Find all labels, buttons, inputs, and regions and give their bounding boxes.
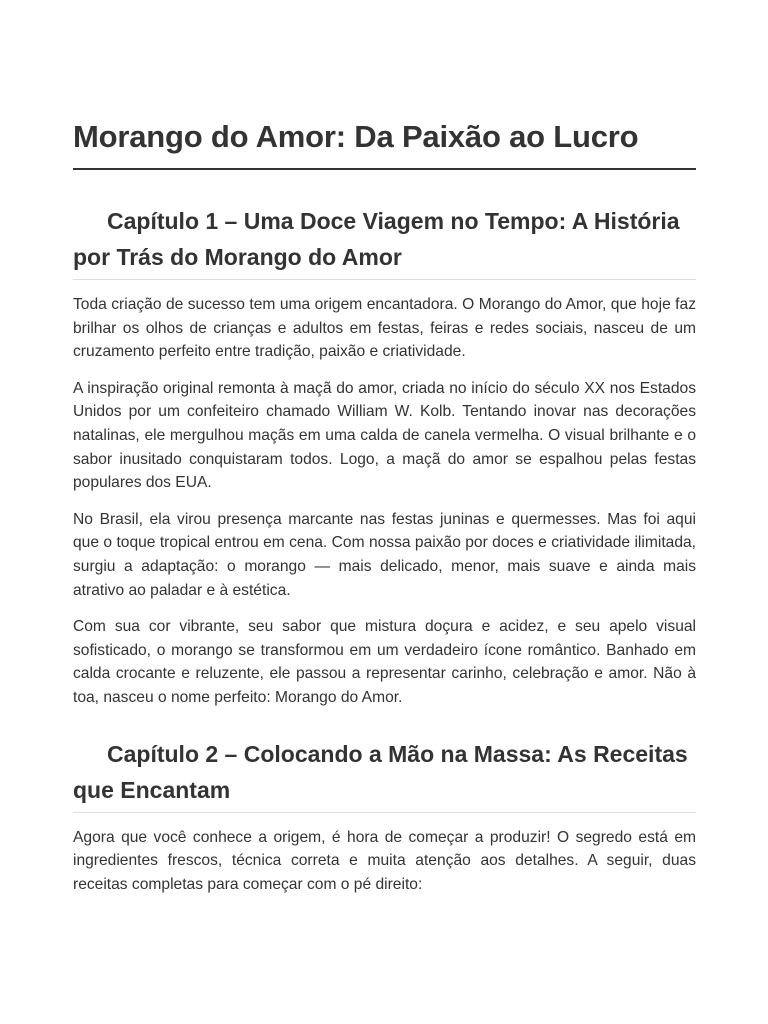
chapter-2-title: Capítulo 2 – Colocando a Mão na Massa: As Receitas que Encantam	[73, 736, 696, 813]
chapter-1-paragraph: No Brasil, ela virou presença marcante nas festas juninas e quermesses. Mas foi aqui que o toque tropical entrou em cena. Com nossa paixão por doces e criatividade ilimitada, surgiu a adaptação: o morango — mais delicado, menor, mais suave e ainda mais atrativo ao paladar e à estética.	[73, 510, 696, 599]
document-page	[73, 0, 696, 896]
chapter-1-paragraph: Toda criação de sucesso tem uma origem encantadora. O Morango do Amor, que hoje faz brilhar os olhos de crianças e adultos em festas, feiras e redes sociais, nasceu de um cruzamento perfeito entre tradição, paixão e criatividade.	[73, 296, 696, 361]
document-title: Morango do Amor: Da Paixão ao Lucro	[73, 0, 696, 170]
chapter-1-paragraph: A inspiração original remonta à maçã do amor, criada no início do século XX nos Estados Unidos por um confeiteiro chamado William W. Kolb. Tentando inovar nas decorações natalinas, ele mergulhou maçãs em uma calda de canela vermelha. O visual brilhante e o sabor inusitado conquistaram todos. Logo, a maçã do amor se espalhou pelas festas populares dos EUA.	[73, 379, 696, 492]
chapter-1-title: Capítulo 1 – Uma Doce Viagem no Tempo: A História por Trás do Morango do Amor	[73, 203, 696, 280]
chapter-1-paragraph: Com sua cor vibrante, seu sabor que mistura doçura e acidez, e seu apelo visual sofisticado, o morango se transformou em um verdadeiro ícone romântico. Banhado em calda crocante e reluzente, ele passou a representar carinho, celebração e amor. Não à toa, nasceu o nome perfeito: Morango do Amor.	[73, 618, 696, 706]
chapter-2-paragraph: Agora que você conhece a origem, é hora de começar a produzir! O segredo está em ingredientes frescos, técnica correta e muita atenção aos detalhes. A seguir, duas receitas completas para começar com o pé direito:	[73, 828, 696, 893]
